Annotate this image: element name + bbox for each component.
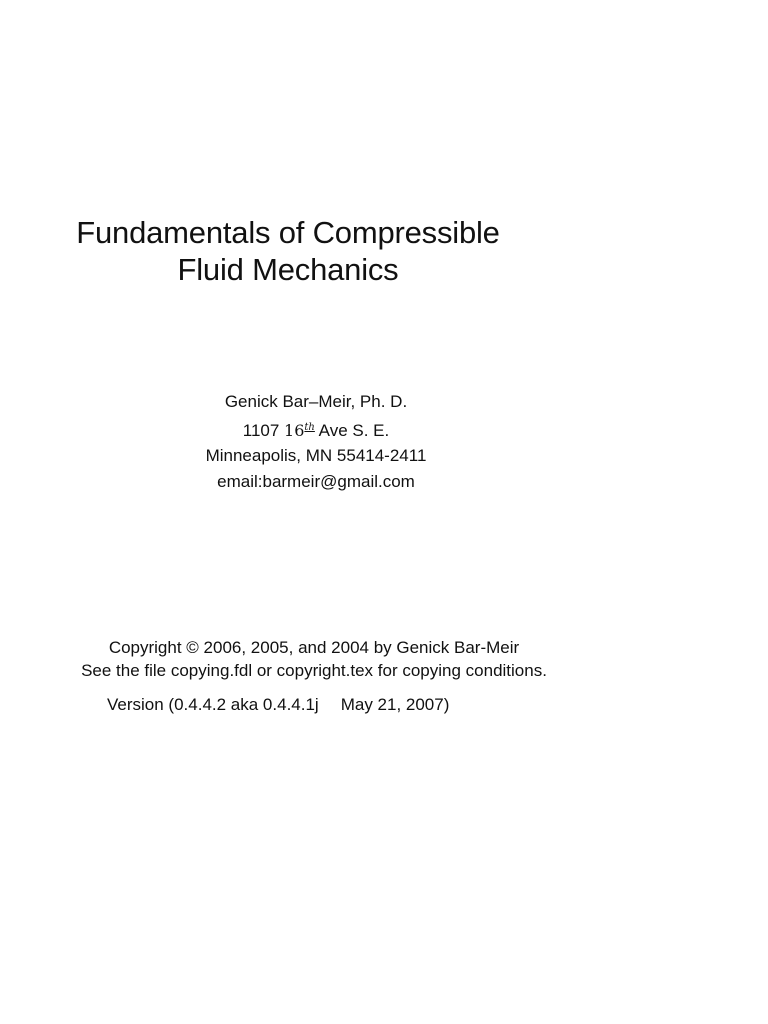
copyright-block xyxy=(26,636,602,682)
copying-conditions-note: See the file copying.fdl or copyright.tex for copying conditions. xyxy=(81,661,547,680)
address-ordinal xyxy=(284,421,315,440)
author-name: Genick Bar–Meir, Ph. D. xyxy=(224,392,408,411)
version-label: Version (0.4.4.2 aka 0.4.4.1j xyxy=(107,695,319,714)
copyright-notice: Copyright © 2006, 2005, and 2004 by Genick Bar-Meir xyxy=(108,638,520,657)
author-block xyxy=(28,389,604,494)
title-line-1: Fundamentals of Compressible xyxy=(76,215,500,250)
address-ordinal-base: 16 xyxy=(284,420,305,440)
address-ordinal-suffix: th xyxy=(304,421,315,433)
author-street-address xyxy=(28,415,604,444)
address-number: 1107 xyxy=(242,420,280,440)
title-block xyxy=(0,214,576,288)
title-line-2: Fluid Mechanics xyxy=(177,252,399,287)
author-city-line: Minneapolis, MN 55414-2411 xyxy=(205,446,427,465)
version-line xyxy=(107,693,449,716)
address-street: Ave S. E. xyxy=(318,420,390,440)
author-email: email:barmeir@gmail.com xyxy=(217,471,415,491)
version-date: May 21, 2007) xyxy=(340,695,450,714)
